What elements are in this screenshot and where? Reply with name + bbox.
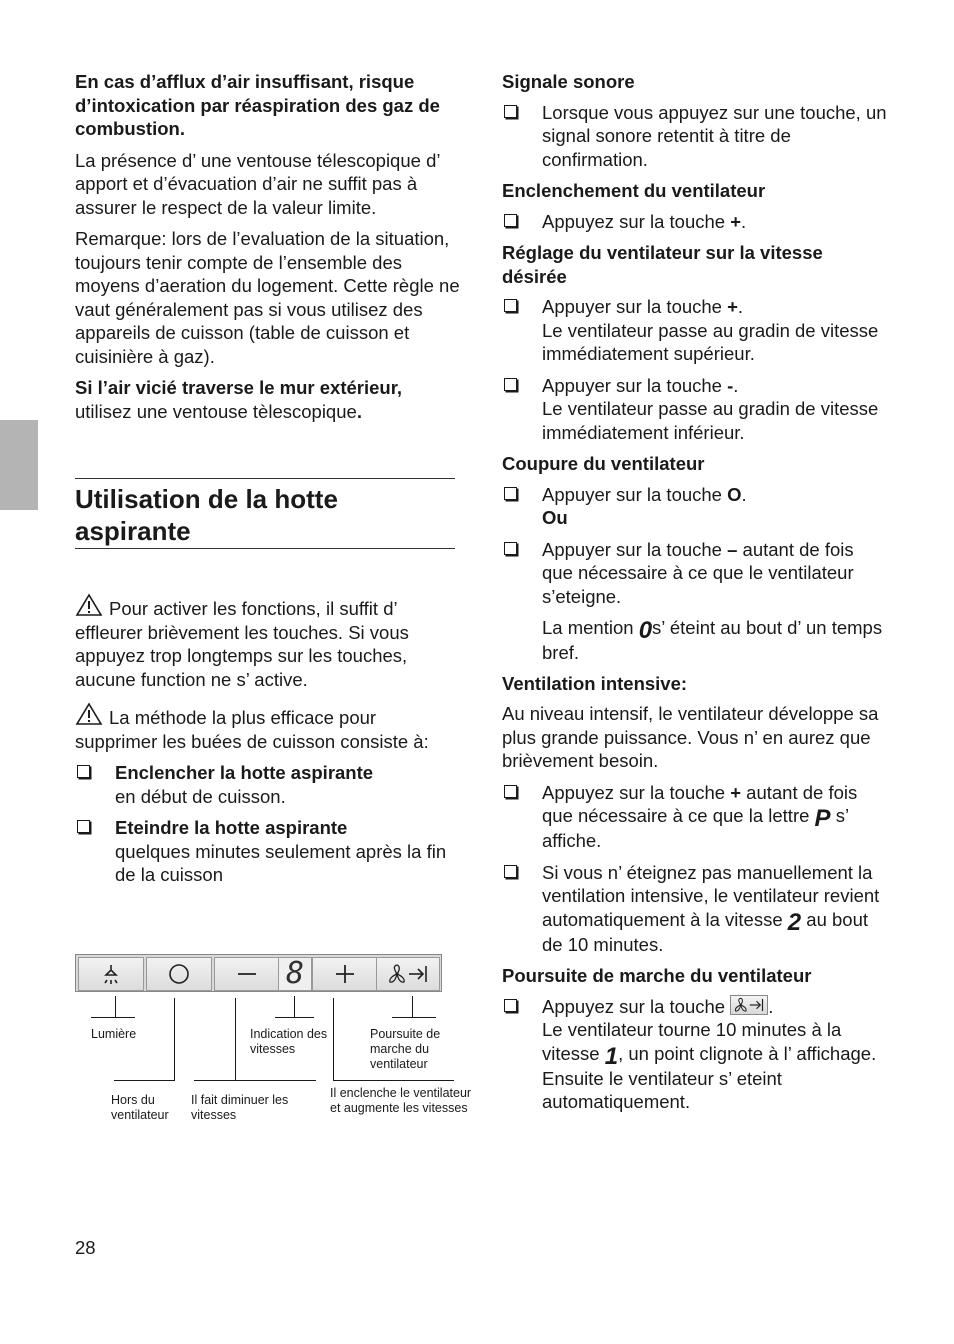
section-heading <box>75 478 455 549</box>
checkbox-bullet-icon <box>77 765 90 778</box>
segment-p: P <box>814 805 831 832</box>
list-item: Appuyez sur la touche +. <box>502 210 887 234</box>
chapter-tab <box>0 420 38 510</box>
minus-key <box>214 957 280 991</box>
checkbox-bullet-icon <box>77 820 90 833</box>
label-diminuer: Il fait diminuer les vitesses <box>191 1093 289 1122</box>
list-item: Appuyer sur la touche – autant de fois que nécessaire à ce que le ventilateur s’eteigne. <box>502 538 887 609</box>
list-item: Appuyez sur la touche + autant de fois que nécessaire à ce que la lettre P s’ affiche. <box>502 781 887 853</box>
segment-one: 1 <box>604 1042 619 1070</box>
checkbox-bullet-icon <box>504 542 517 555</box>
minus-icon <box>235 962 259 986</box>
callout-line <box>174 998 175 1080</box>
remark-paragraph: Remarque: lors de l’evaluation de la situation, toujours tenir compte de l’ensemble des moyens d’aeration du logement. Cette règle ne vaut généralement pas si vous utilisez des appareils de cuisson (table de cuisson et cuisinière à gaz). <box>75 228 460 367</box>
heading-enclenchement: Enclenchement du ventilateur <box>502 180 766 201</box>
section-title: Utilisation de la hotte aspirante <box>75 484 338 546</box>
list-item: Eteindre la hotte aspirante quelques minutes seulement après la fin de la cuisson <box>75 816 455 887</box>
plus-key <box>312 957 378 991</box>
label-poursuite: Poursuite de marche du ventilateur <box>370 1027 441 1071</box>
exterior-wall-paragraph: Si l’air vicié traverse le mur extérieur, utilisez une ventouse tèlescopique. <box>75 377 403 422</box>
light-key <box>78 957 144 991</box>
callout-line <box>194 1080 316 1081</box>
heading-reglage: Réglage du ventilateur sur la vitesse désirée <box>502 242 823 287</box>
checkbox-bullet-icon <box>504 865 517 878</box>
label-lumiere: Lumière <box>91 1027 137 1041</box>
list-item: Appuyer sur la touche -. Le ventilateur passe au gradin de vitesse immédiatement inférieur. <box>502 374 887 445</box>
run-on-icon <box>385 962 431 986</box>
note-method: La méthode la plus efficace pour supprimer les buées de cuisson consiste à: <box>75 702 455 753</box>
label-enclenche: Il enclenche le ventilateur et augmente les vitesses <box>330 1086 472 1115</box>
checkbox-bullet-icon <box>504 214 517 227</box>
coupure-note: La mention 0s’ éteint au bout d’ un temps bref. <box>542 617 883 663</box>
run-on-key-inline <box>730 995 768 1015</box>
segment-zero: 0 <box>638 617 653 644</box>
checkbox-bullet-icon <box>504 299 517 312</box>
callout-line <box>392 1017 436 1018</box>
left-column <box>75 70 460 423</box>
heading-intensive: Ventilation intensive: <box>502 672 688 694</box>
callout-line <box>114 1080 175 1081</box>
label-indication: Indication des vitesses <box>250 1027 328 1056</box>
run-on-key <box>376 957 440 991</box>
heading-signal: Signale sonore <box>502 71 635 92</box>
paragraph: La présence d’ une ventouse télescopique d’ apport et d’évacuation d’air ne suffit pas à assurer le respect de la valeur limite. <box>75 149 440 218</box>
list-item: Enclencher la hotte aspirante en début de cuisson. <box>75 761 455 808</box>
list-item: Lorsque vous appuyez sur une touche, un signal sonore retentit à titre de confirmation. <box>502 101 887 172</box>
callout-line <box>91 1017 135 1018</box>
page-number: 28 <box>75 1237 96 1258</box>
callout-line <box>115 996 116 1017</box>
heading-coupure: Coupure du ventilateur <box>502 453 705 474</box>
checkbox-bullet-icon <box>504 487 517 500</box>
warning-icon <box>75 702 103 726</box>
checkbox-bullet-icon <box>504 378 517 391</box>
note-touch: Pour activer les fonctions, il suffit d’ effleurer brièvement les touches. Si vous appuyez trop longtemps sur les touches, aucune function ne s’ active. <box>75 593 455 691</box>
checkbox-bullet-icon <box>504 999 517 1012</box>
label-hors: Hors du ventilateur <box>111 1093 169 1122</box>
list-item: Si vous n’ éteignez pas manuellement la ventilation intensive, le ventilateur revient automatiquement à la vitesse 2 au bout de 10 minutes. <box>502 861 887 957</box>
checkbox-bullet-icon <box>504 105 517 118</box>
heading-poursuite: Poursuite de marche du ventilateur <box>502 965 812 986</box>
right-column <box>502 70 887 1122</box>
plus-icon <box>333 962 357 986</box>
callout-line <box>333 1080 454 1081</box>
off-key <box>146 957 212 991</box>
intensive-paragraph: Au niveau intensif, le ventilateur développe sa plus grande puissance. Vous n’ en aurez que brièvement besoin. <box>502 703 879 771</box>
display-digit: 8 <box>285 956 305 992</box>
list-item: Appuyer sur la touche +. Le ventilateur passe au gradin de vitesse immédiatement supérieur. <box>502 295 887 366</box>
checkbox-bullet-icon <box>504 785 517 798</box>
left-column-lower <box>75 593 455 895</box>
segment-two: 2 <box>787 908 802 936</box>
control-panel-diagram <box>75 954 442 992</box>
run-on-icon <box>731 996 767 1014</box>
off-circle-icon <box>167 962 191 986</box>
callout-line <box>412 996 413 1017</box>
list-item: Appuyer sur la touche O. Ou <box>502 483 887 530</box>
callout-line <box>235 998 236 1080</box>
list-item: Appuyez sur la touche . Le ventilateur tourne 10 minutes à la vitesse 1, un point clignote à l’ affichage. Ensuite le ventilateur s’ eteint automatiquement. <box>502 995 887 1114</box>
speed-display <box>278 957 312 991</box>
callout-line <box>275 1017 314 1018</box>
warning-icon <box>75 593 103 617</box>
warning-text: En cas d’afflux d’air insuffisant, risque d’intoxication par réaspiration des gaz de combustion. <box>75 71 440 139</box>
light-icon <box>99 962 123 986</box>
callout-line <box>294 996 295 1017</box>
